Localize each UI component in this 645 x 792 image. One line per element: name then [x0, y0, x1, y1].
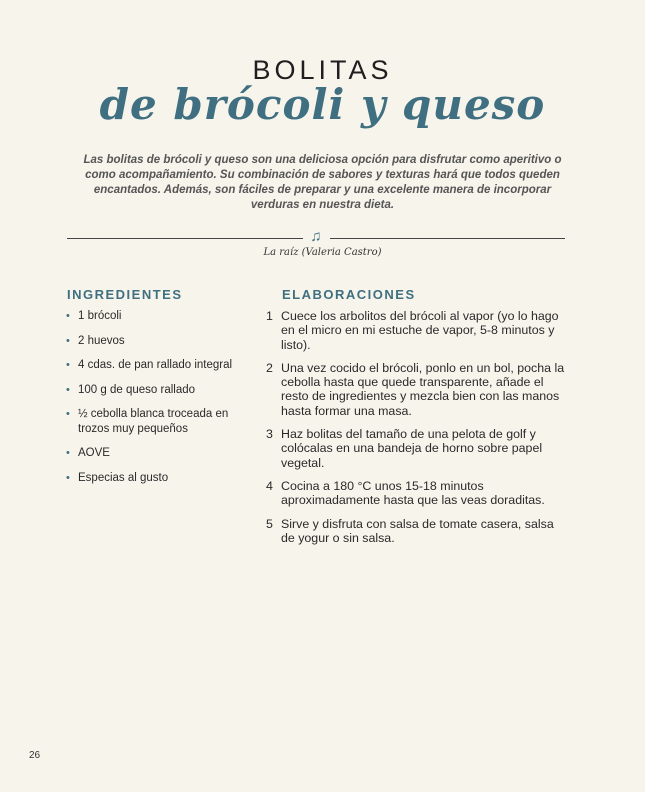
step-item — [266, 427, 566, 470]
step-text: Una vez cocido el brócoli, ponlo en un bol, pocha la cebolla hasta que quede transparente, añade el resto de ingredientes y mezcla bien con las manos hasta formar una masa. — [281, 360, 565, 418]
steps-list — [266, 309, 566, 554]
step-number: 2 — [266, 360, 273, 375]
intro-paragraph: Las bolitas de brócoli y queso son una deliciosa opción para disfrutar como aperitivo o como acompañamiento. Su combinación de sabores y texturas hará que todos queden encantados. Además, son fáciles de preparar y una excelente manera de incorporar verduras en nuestra dieta. — [83, 154, 562, 211]
list-item: • 4 cdas. de pan rallado integral — [66, 359, 233, 371]
title-top: BOLITAS — [252, 55, 393, 85]
step-text: Sirve y disfruta con salsa de tomate casera, salsa de yogur o sin salsa. — [281, 516, 554, 545]
step-item — [266, 309, 566, 352]
list-item: • AOVE — [66, 447, 110, 459]
step-number: 4 — [266, 478, 273, 493]
step-number: 3 — [266, 427, 273, 442]
bullet-icon: • — [66, 359, 70, 371]
page-number: 26 — [29, 750, 41, 761]
list-item: • ½ cebolla blanca troceada en trozos muy pequeños — [66, 408, 229, 435]
step-item — [266, 361, 566, 418]
list-item: • 2 huevos — [66, 334, 125, 347]
bullet-icon: • — [66, 334, 70, 347]
step-text: Cuece los arbolitos del brócoli al vapor (yo lo hago en el micro en mi estuche de vapor, 5-8 minutos y listo). — [281, 309, 559, 352]
step-item — [266, 517, 566, 546]
song-credit: La raíz (Valeria Castro) — [263, 247, 382, 258]
divider-left — [67, 238, 303, 239]
bullet-icon: • — [66, 447, 70, 459]
bullet-icon: • — [66, 471, 70, 484]
steps-heading: ELABORACIONES — [282, 287, 416, 302]
step-number: 1 — [266, 309, 273, 323]
list-item: • 100 g de queso rallado — [66, 383, 196, 396]
music-note-icon: ♫ — [310, 228, 322, 245]
step-text: Haz bolitas del tamaño de una pelota de golf y colócalas en una bandeja de horno sobre papel vegetal. — [281, 427, 543, 470]
ingredients-list — [66, 309, 236, 495]
step-item — [266, 479, 566, 508]
title-script: de brócoli y queso — [99, 80, 546, 129]
bullet-icon: • — [66, 310, 70, 322]
bullet-icon: • — [66, 408, 70, 420]
ingredients-heading: INGREDIENTES — [67, 287, 183, 302]
step-number: 5 — [266, 516, 273, 531]
step-text: Cocina a 180 °C unos 15-18 minutos aproximadamente hasta que las veas doraditas. — [281, 478, 545, 508]
list-item: • 1 brócoli — [66, 310, 122, 322]
list-item: • Especias al gusto — [66, 471, 169, 484]
bullet-icon: • — [66, 383, 70, 396]
divider-right — [330, 238, 565, 239]
